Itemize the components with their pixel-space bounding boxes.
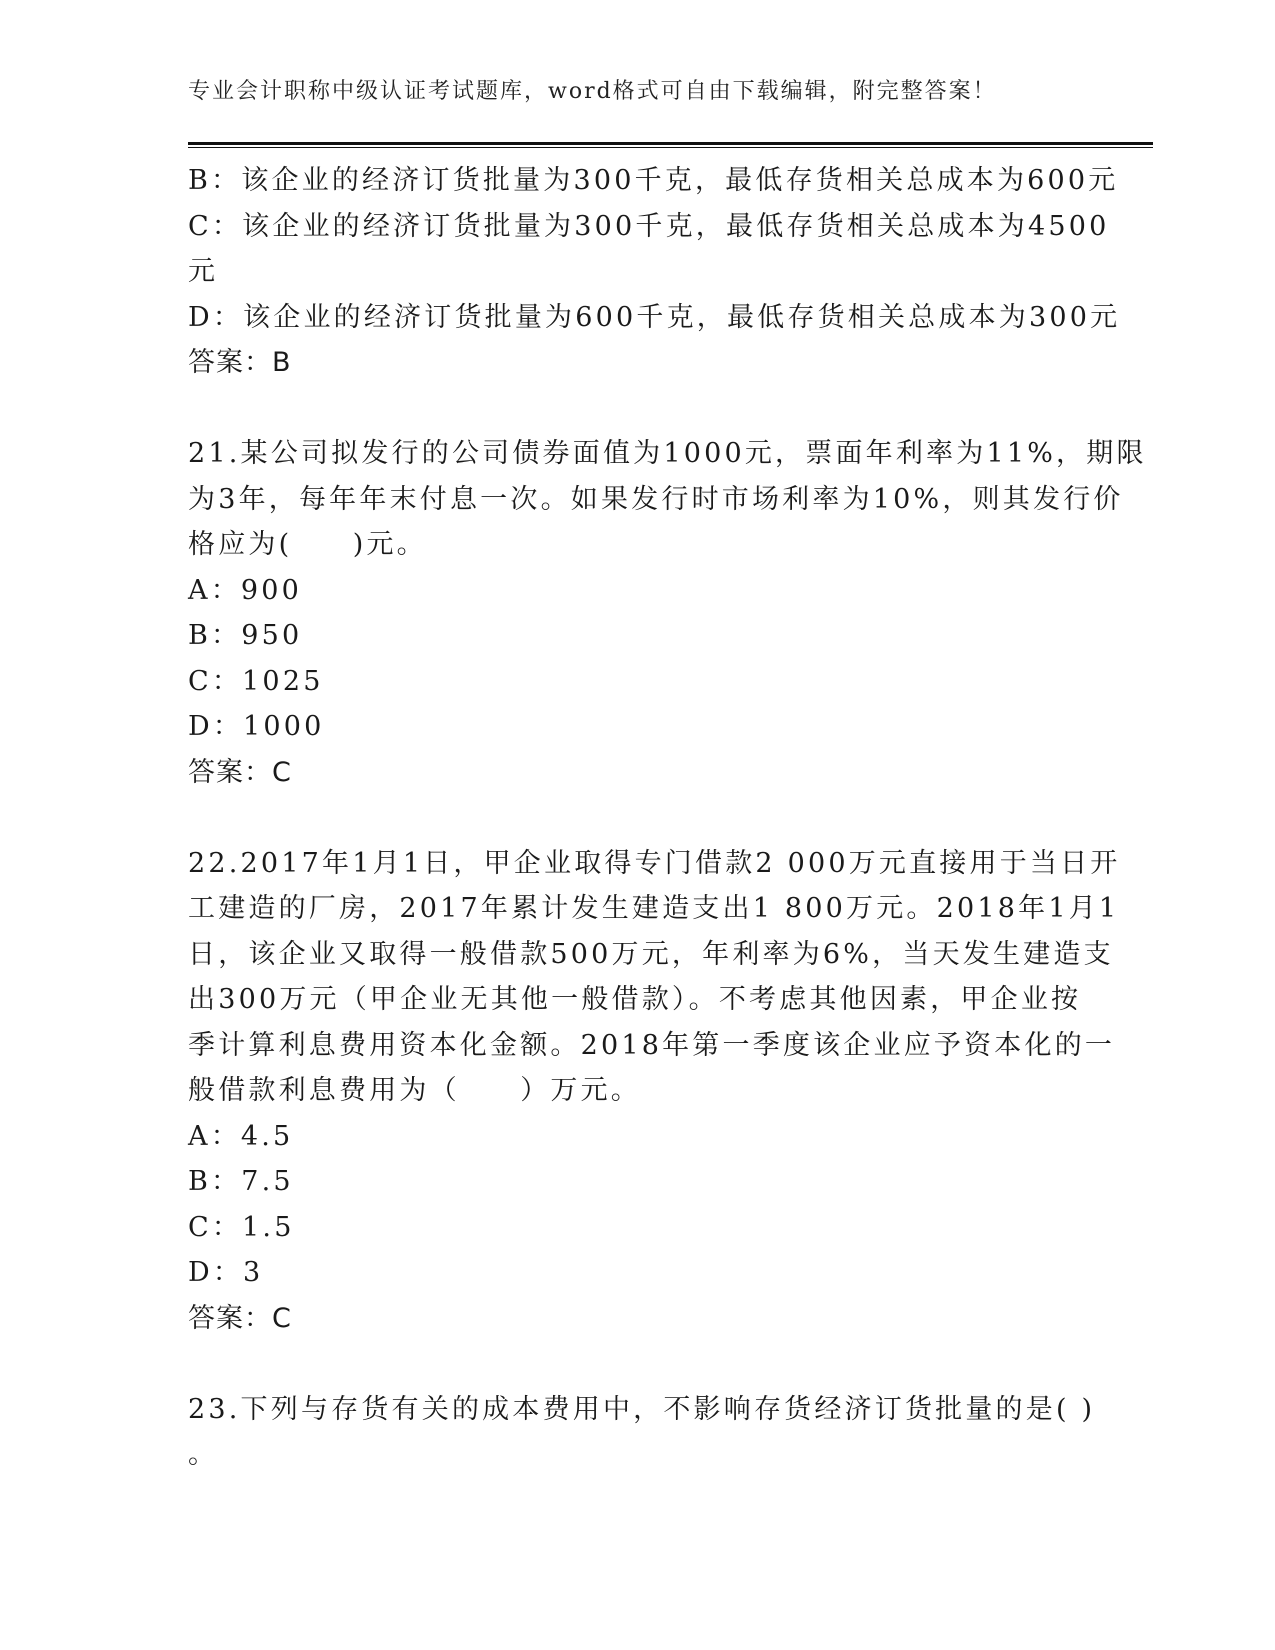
question-text: 般借款利息费用为（ ）万元。 [188, 1075, 641, 1106]
question-text: 为3年，每年年末付息一次。如果发行时市场利率为10%，则其发行价 [188, 483, 1124, 515]
option-b: B：7.5 [188, 1166, 294, 1197]
divider-thick-line [188, 142, 1153, 145]
header-divider [188, 142, 1153, 148]
option-c: C：该企业的经济订货批量为300千克，最低存货相关总成本为4500 [188, 210, 1110, 242]
spacer [188, 1341, 1088, 1387]
divider-thin-line [188, 147, 1153, 148]
question-text: 21.某公司拟发行的公司债券面值为1000元，票面年利率为11%，期限 [188, 438, 1147, 469]
option-d: D：该企业的经济订货批量为600千克，最低存货相关总成本为300元 [188, 301, 1121, 333]
spacer [188, 386, 1088, 432]
page-header: 专业会计职称中级认证考试题库，word格式可自由下载编辑，附完整答案！ [188, 79, 997, 104]
question-text: 季计算利息费用资本化金额。2018年第一季度该企业应予资本化的一 [188, 1029, 1116, 1061]
option-c: C：1025 [188, 665, 324, 697]
question-content [188, 158, 1147, 1478]
question-text: 格应为( )元。 [188, 529, 427, 560]
question-text: 。 [188, 1439, 219, 1470]
option-b: B：该企业的经济订货批量为300千克，最低存货相关总成本为600元 [188, 165, 1119, 196]
question-text: 23.下列与存货有关的成本费用中，不影响存货经济订货批量的是( ) [188, 1393, 1096, 1425]
answer: 答案：B [188, 347, 292, 378]
question-text: 工建造的厂房，2017年累计发生建造支出1 800万元。2018年1月1 [188, 893, 1120, 924]
option-c: C：1.5 [188, 1211, 295, 1243]
question-21 [188, 431, 1147, 795]
option-a: A：4.5 [188, 1120, 294, 1152]
option-d: D：3 [188, 1257, 264, 1288]
prev-question [188, 158, 1121, 386]
answer: 答案：C [188, 756, 292, 788]
spacer [188, 795, 1088, 841]
question-22 [188, 841, 1121, 1342]
question-text: 22.2017年1月1日，甲企业取得专门借款2 000万元直接用于当日开 [188, 847, 1121, 879]
answer: 答案：C [188, 1302, 292, 1334]
option-c-continued: 元 [188, 256, 219, 287]
option-b: B：950 [188, 620, 303, 651]
question-text: 日，该企业又取得一般借款500万元，年利率为6%，当天发生建造支 [188, 938, 1114, 970]
question-text: 出300万元（甲企业无其他一般借款）。不考虑其他因素，甲企业按 [188, 984, 1082, 1015]
option-a: A：900 [188, 574, 303, 606]
question-23 [188, 1387, 1096, 1478]
option-d: D：1000 [188, 711, 325, 742]
